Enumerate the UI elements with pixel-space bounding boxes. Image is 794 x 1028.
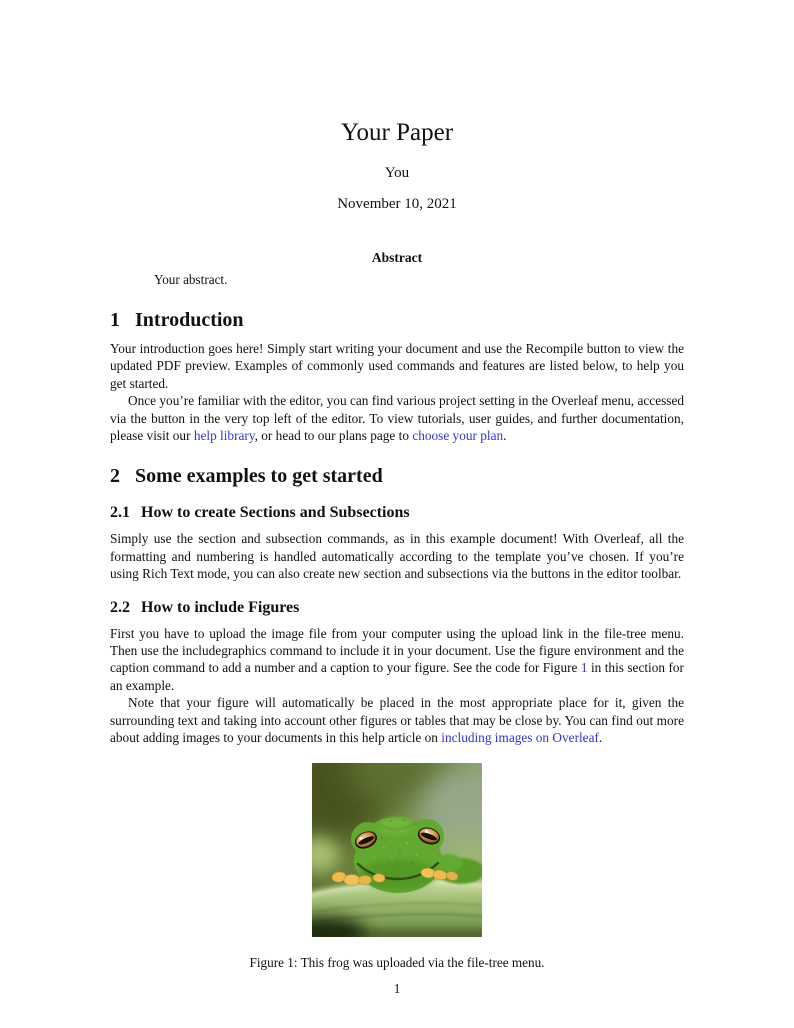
paper-author: You	[384, 165, 410, 181]
paragraph: Your introduction goes here! Simply start writing your document and use the Recompile button to view the updated PDF preview. Examples of commonly used commands and features are listed below, to help you get started.	[110, 341, 684, 391]
hyperlink[interactable]: 1	[580, 660, 588, 676]
heading-title: Introduction	[135, 309, 244, 331]
heading-title: How to include Figures	[141, 598, 300, 616]
heading-number: 2.2	[110, 598, 130, 616]
section-heading-2	[110, 464, 684, 488]
subsection-heading-2.1	[110, 503, 684, 523]
paper-date: November 10, 2021	[337, 196, 457, 212]
document-body	[110, 308, 684, 747]
paragraph: Once you’re familiar with the editor, you can find various project setting in the Overleaf menu, accessed via the button in the very top left of the editor. To view tutorials, user guides, and further documentation, please visit our help library, or head to our plans page to choose your plan.	[110, 393, 684, 444]
abstract-text: Your abstract.	[154, 272, 228, 287]
heading-title: Some examples to get started	[135, 465, 383, 488]
paragraph: First you have to upload the image file from your computer using the upload link in the file-tree menu. Then use the includegraphics command to include it in your document. Use the figure environment and the caption command to add a number and a caption to your figure. See the code for Figure 1 in this section for an example.	[110, 625, 684, 693]
heading-number: 2	[110, 465, 120, 488]
subsection-heading-2.2	[110, 598, 684, 618]
heading-number: 2.1	[110, 504, 130, 522]
hyperlink[interactable]: choose your plan	[412, 428, 504, 444]
paper-title: Your Paper	[340, 119, 454, 146]
page-number: 1	[393, 981, 401, 996]
hyperlink[interactable]: help library	[193, 428, 255, 444]
figure-caption: Figure 1: This frog was uploaded via the file-tree menu.	[249, 954, 545, 970]
frog-photo	[312, 763, 482, 937]
hyperlink[interactable]: including images on Overleaf	[441, 730, 599, 746]
paragraph: Note that your figure will automatically be placed in the most appropriate place for it, given the surrounding text and taking into account other figures or tables that may be close by. You can find out more about adding images to your documents in this help article on including images on Overleaf.	[110, 695, 684, 746]
abstract-heading: Abstract	[371, 250, 423, 265]
paragraph: Simply use the section and subsection commands, as in this example document! With Overleaf, all the formatting and numbering is handled automatically according to the template you’ve chosen. If you’re using Rich Text mode, you can also create new section and subsections via the buttons in the editor toolbar.	[110, 531, 684, 582]
figure-1	[312, 763, 482, 937]
heading-title: How to create Sections and Subsections	[141, 504, 410, 522]
section-heading-1	[110, 308, 684, 332]
heading-number: 1	[110, 309, 120, 331]
